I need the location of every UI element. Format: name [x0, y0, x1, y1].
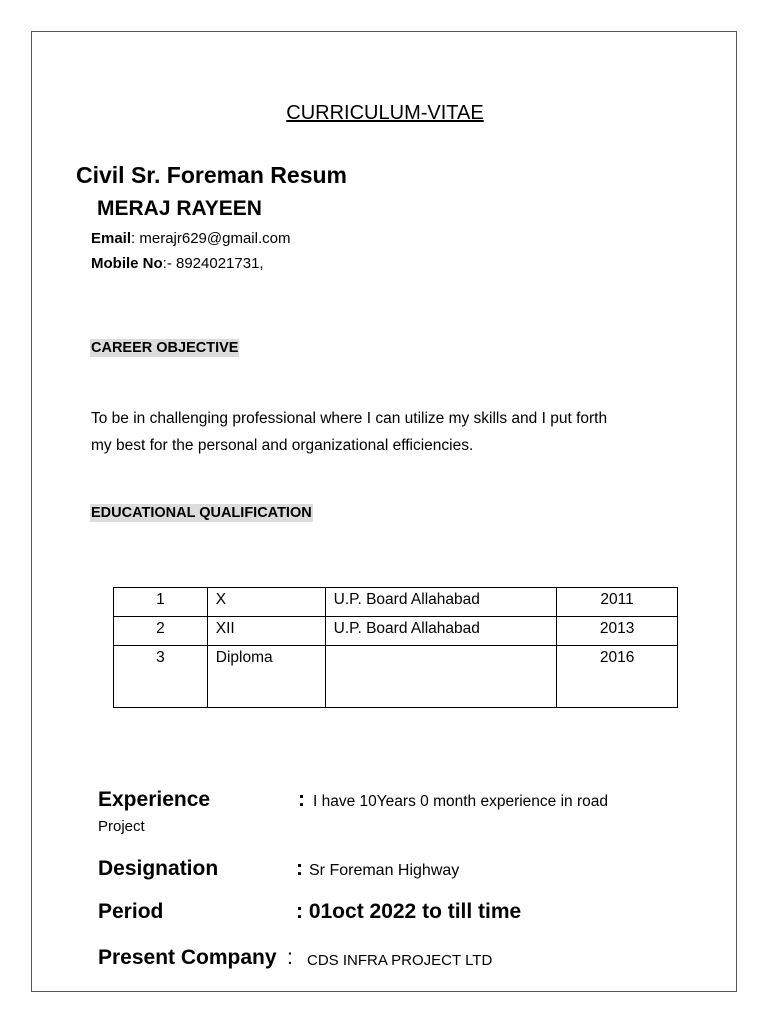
table-row	[114, 588, 678, 617]
career-objective-line-1: To be in challenging professional where I can utilize my skills and I put forth	[91, 410, 608, 427]
education-heading: EDUCATIONAL QUALIFICATION	[91, 505, 312, 521]
present-company-colon: :	[287, 946, 293, 969]
resume-subtitle: Civil Sr. Foreman Resum	[76, 162, 347, 188]
experience-colon: :	[298, 788, 305, 811]
designation-label: Designation	[98, 857, 219, 880]
qualification-level: X	[207, 588, 325, 617]
email-value: : merajr629@gmail.com	[131, 230, 291, 247]
candidate-name: MERAJ RAYEEN	[97, 197, 262, 220]
experience-continued: Project	[98, 818, 145, 835]
row-number: 2	[114, 617, 208, 646]
passing-year: 2013	[557, 617, 678, 646]
period-value: : 01oct 2022 to till time	[296, 900, 522, 923]
mobile-value: :- 8924021731,	[162, 255, 264, 272]
email-line	[91, 230, 290, 247]
row-number: 1	[114, 588, 208, 617]
mobile-line	[91, 255, 264, 272]
period-label: Period	[98, 900, 164, 923]
designation-colon: :	[296, 857, 303, 880]
career-objective-text	[91, 405, 691, 459]
career-objective-heading: CAREER OBJECTIVE	[91, 340, 239, 356]
qualification-level: Diploma	[207, 646, 325, 708]
experience-value: I have 10Years 0 month experience in road	[313, 793, 608, 810]
mobile-label: Mobile No	[91, 255, 163, 272]
board-name: U.P. Board Allahabad	[325, 617, 557, 646]
passing-year: 2011	[557, 588, 678, 617]
document-title: CURRICULUM-VITAE	[286, 102, 484, 124]
email-label: Email	[91, 230, 132, 247]
designation-value: Sr Foreman Highway	[309, 862, 460, 879]
resume-page	[31, 31, 737, 992]
table-row	[114, 617, 678, 646]
passing-year: 2016	[557, 646, 678, 708]
table-row	[114, 646, 678, 708]
present-company-value: CDS INFRA PROJECT LTD	[307, 952, 493, 969]
board-name: U.P. Board Allahabad	[325, 588, 557, 617]
experience-label: Experience	[98, 788, 211, 811]
row-number: 3	[114, 646, 208, 708]
career-objective-line-2: my best for the personal and organizational efficiencies.	[91, 437, 474, 454]
qualification-level: XII	[207, 617, 325, 646]
education-table	[113, 587, 678, 708]
board-name	[325, 646, 557, 708]
present-company-label: Present Company	[98, 946, 277, 969]
